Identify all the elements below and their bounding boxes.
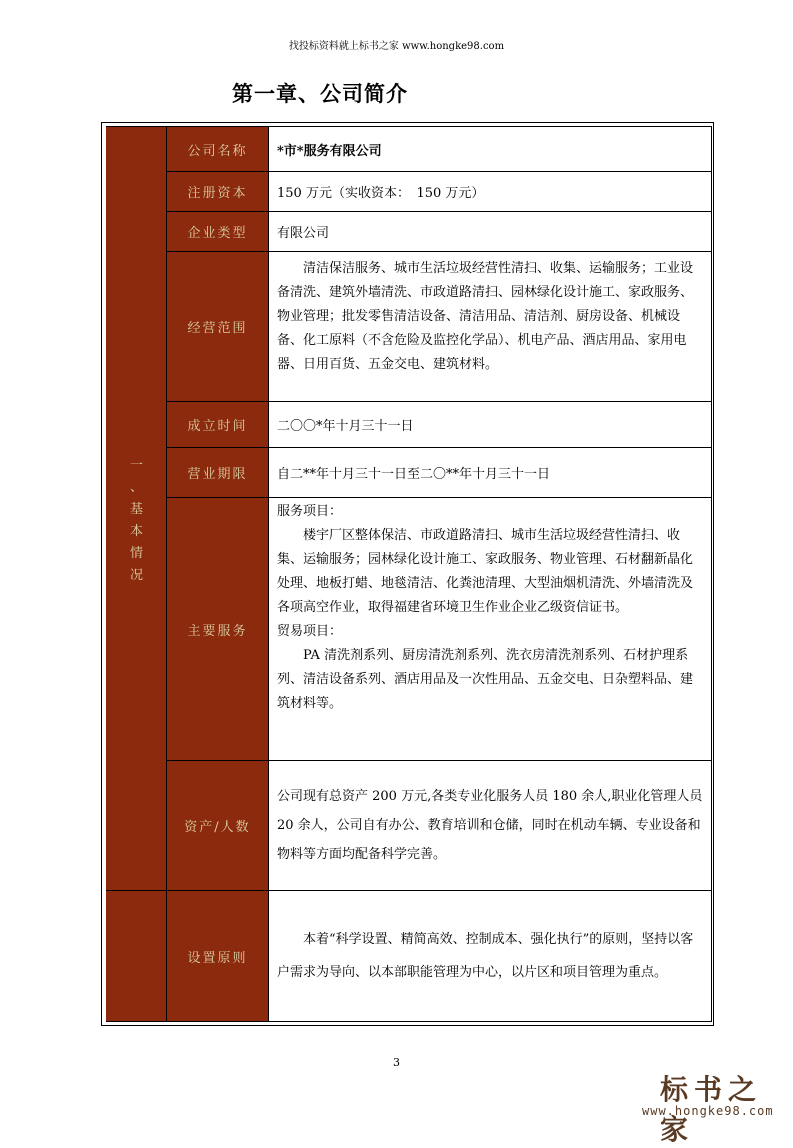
value-company-name: *市*服务有限公司 [269, 127, 712, 172]
trade-text: PA 清洗剂系列、厨房清洗剂系列、洗衣房清洗剂系列、石材护理系列、清洁设备系列、酒店用品及一次性用品、五金交电、日杂塑料品、建筑材料等。 [277, 648, 694, 711]
business-scope-text: 清洁保洁服务、城市生活垃圾经营性清扫、收集、运输服务；工业设备清洗、建筑外墙清洗、市政道路清扫、园林绿化设计施工、家政服务、物业管理；批发零售清洁设备、清洁用品、清洁剂、厨房设备、机械设备、化工原料（不含危险及监控化学品）、机电产品、酒店用品、家用电器、日用百货、五金交电、建筑材料。 [277, 261, 694, 372]
value-established: 二〇〇*年十月三十一日 [269, 402, 712, 448]
label-assets-staff: 资产/人数 [167, 761, 269, 891]
trade-heading: 贸易项目： [277, 624, 343, 639]
label-registered-capital: 注册资本 [167, 172, 269, 212]
label-company-name: 公司名称 [167, 127, 269, 172]
service-text: 楼宇厂区整体保洁、市政道路清扫、城市生活垃圾经营性清扫、收集、运输服务；园林绿化设计施工、家政服务、物业管理、石材翻新晶化处理、地板打蜡、地毯清洁、化粪池清理、大型油烟机清洗、外墙清洗及各项高空作业，取得福建省环境卫生作业企业乙级资信证书。 [277, 528, 694, 615]
label-business-scope: 经营范围 [167, 252, 269, 402]
page-number: 3 [393, 1056, 400, 1069]
label-operating-term: 营业期限 [167, 448, 269, 498]
section-column-principle [106, 891, 167, 1021]
value-registered-capital: 150 万元（实收资本： 150 万元） [269, 172, 712, 212]
assets-staff-text: 公司现有总资产 200 万元,各类专业化服务人员 180 余人,职业化管理人员 20 余人，公司自有办公、教育培训和仓储，同时在机动车辆、专业设备和物料等方面均配备科学完善。 [277, 789, 703, 862]
logo-url: www.hongke98.com [642, 1104, 774, 1118]
label-established: 成立时间 [167, 402, 269, 448]
value-business-scope [269, 252, 712, 402]
logo-text: 标书之家 [660, 1073, 763, 1146]
chapter-title: 第一章、公司简介 [232, 82, 408, 106]
page-header: 找投标资料就上标书之家 www.hongke98.com [288, 41, 505, 52]
site-logo [640, 1064, 793, 1146]
value-assets-staff [269, 761, 712, 891]
section-label-basic: 一 、 基 本 情 况 [129, 458, 143, 583]
value-operating-term: 自二**年十月三十一日至二〇**年十月三十一日 [269, 448, 712, 498]
value-setup-principle [269, 891, 712, 1021]
label-setup-principle: 设置原则 [167, 891, 269, 1021]
label-enterprise-type: 企业类型 [167, 212, 269, 252]
value-enterprise-type: 有限公司 [269, 212, 712, 252]
label-main-services: 主要服务 [167, 498, 269, 761]
value-main-services [269, 498, 712, 761]
setup-principle-text: 本着“科学设置、精简高效、控制成本、强化执行”的原则，坚持以客户需求为导向、以本部职能管理为中心，以片区和项目管理为重点。 [277, 932, 694, 980]
service-heading: 服务项目： [277, 504, 343, 519]
section-divider [106, 890, 167, 891]
